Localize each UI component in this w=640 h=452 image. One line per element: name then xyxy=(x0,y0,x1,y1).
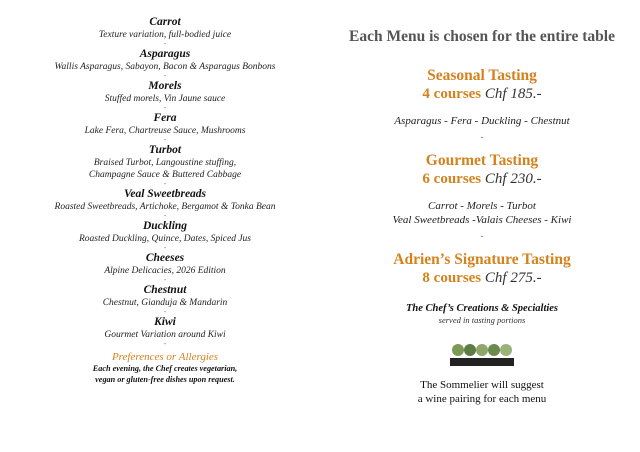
tasting-seasonal xyxy=(330,66,634,143)
sommelier-line2: a wine pairing for each menu xyxy=(417,393,547,405)
tasting-price: Chf 185.- xyxy=(484,86,542,102)
dish-name: Morels xyxy=(148,80,182,92)
dish-veal-sweetbreads xyxy=(0,188,330,220)
separator: - xyxy=(480,133,484,143)
restaurant-logo-icon xyxy=(450,344,514,366)
separator: - xyxy=(163,308,167,316)
dish-description: Wallis Asparagus, Sabayon, Bacon & Asparagus Bonbons xyxy=(54,62,276,72)
separator: - xyxy=(163,276,167,284)
dish-asparagus xyxy=(0,48,330,80)
dish-name: Carrot xyxy=(149,16,181,28)
tasting-title: Gourmet Tasting xyxy=(425,152,539,169)
dish-description: Texture variation, full-bodied juice xyxy=(98,30,232,40)
preferences-text-line2: vegan or gluten-free dishes upon request. xyxy=(95,374,235,384)
separator: - xyxy=(163,40,167,48)
separator: - xyxy=(163,180,167,188)
page-headline: Each Menu is chosen for the entire table xyxy=(349,28,615,45)
dish-carrot xyxy=(0,16,330,48)
dish-name: Kiwi xyxy=(154,316,176,328)
tasting-menus-column xyxy=(330,28,634,406)
tasting-dishes-line2: Veal Sweetbreads -Valais Cheeses - Kiwi xyxy=(392,214,572,226)
sommelier-note xyxy=(330,378,634,406)
dish-morels xyxy=(0,80,330,112)
dish-name: Chestnut xyxy=(143,284,187,296)
preferences-text-line1: Each evening, the Chef creates vegetarian, xyxy=(92,364,238,373)
tasting-dishes-line1: Carrot - Morels - Turbot xyxy=(428,200,536,212)
dish-description: Gourmet Variation around Kiwi xyxy=(104,330,226,340)
course-count: 6 courses xyxy=(422,171,482,187)
dish-name: Duckling xyxy=(142,220,188,232)
dish-description: Roasted Duckling, Quince, Dates, Spiced Jus xyxy=(78,234,251,244)
dish-name: Fera xyxy=(153,112,177,124)
dish-description: Lake Fera, Chartreuse Sauce, Mushrooms xyxy=(84,126,246,136)
dish-description: Braised Turbot, Langoustine stuffing, xyxy=(93,158,237,168)
dish-description: Chestnut, Gianduja & Mandarin xyxy=(102,298,228,308)
dish-fera xyxy=(0,112,330,144)
tasting-signature xyxy=(330,250,634,288)
dish-description: Roasted Sweetbreads, Artichoke, Bergamot & Tonka Bean xyxy=(54,202,276,212)
dish-list-column xyxy=(0,16,330,385)
dish-name: Asparagus xyxy=(139,48,191,60)
tasting-courses xyxy=(330,170,634,189)
sommelier-line1: The Sommelier will suggest xyxy=(420,379,544,391)
tasting-title: Adrien’s Signature Tasting xyxy=(393,251,571,268)
separator: - xyxy=(163,104,167,112)
tasting-price: Chf 230.- xyxy=(484,171,542,187)
chef-creations-title: The Chef’s Creations & Specialties xyxy=(405,303,559,314)
tasting-title: Seasonal Tasting xyxy=(427,67,537,84)
dish-description: Stuffed morels, Vin Jaune sauce xyxy=(104,94,226,104)
course-count: 8 courses xyxy=(422,270,482,286)
dish-cheeses xyxy=(0,252,330,284)
separator: - xyxy=(163,136,167,144)
dish-description: Champagne Sauce & Buttered Cabbage xyxy=(88,170,242,180)
dish-name: Cheeses xyxy=(145,252,185,264)
tasting-courses xyxy=(330,85,634,104)
dish-duckling xyxy=(0,220,330,252)
dish-name: Veal Sweetbreads xyxy=(123,188,207,200)
preferences-title: Preferences or Allergies xyxy=(111,351,219,363)
tasting-dishes: Asparagus - Fera - Duckling - Chestnut xyxy=(394,115,570,127)
separator: - xyxy=(163,72,167,80)
separator: - xyxy=(480,232,484,242)
chef-creations-subtitle: served in tasting portions xyxy=(438,315,526,325)
dish-kiwi xyxy=(0,316,330,348)
dish-turbot xyxy=(0,144,330,188)
tasting-courses xyxy=(330,269,634,288)
tasting-price: Chf 275.- xyxy=(484,270,542,286)
dish-chestnut xyxy=(0,284,330,316)
dish-name: Turbot xyxy=(148,144,182,156)
separator: - xyxy=(163,212,167,220)
course-count: 4 courses xyxy=(422,86,482,102)
separator: - xyxy=(163,244,167,252)
tasting-gourmet xyxy=(330,151,634,242)
dish-description: Alpine Delicacies, 2026 Edition xyxy=(104,266,226,276)
tasting-dishes xyxy=(330,199,634,227)
separator: - xyxy=(163,340,167,348)
